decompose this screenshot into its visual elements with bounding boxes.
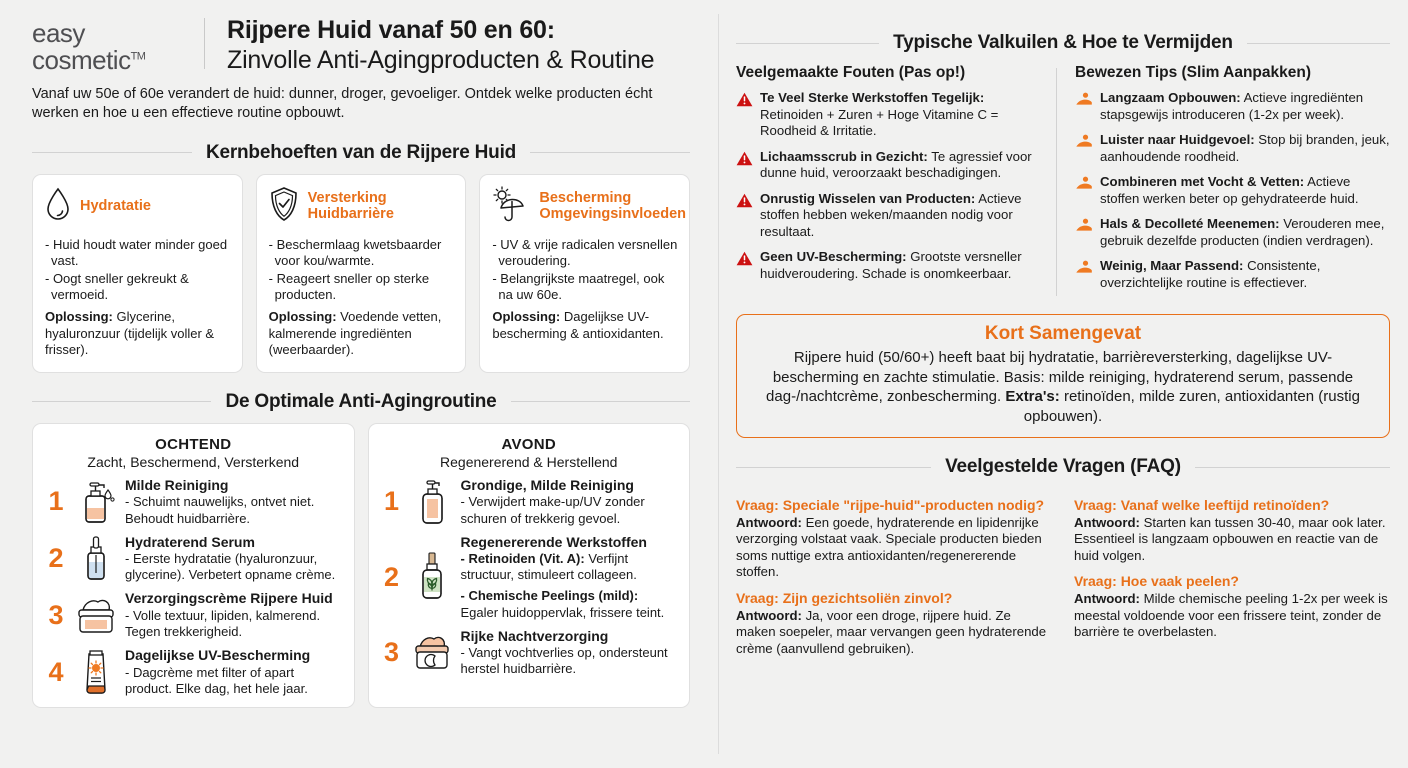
routine-step <box>45 534 342 584</box>
card-title: Hydratatie <box>80 197 151 214</box>
list-item <box>736 90 1040 140</box>
faq-answer-label: Antwoord: <box>736 514 802 530</box>
card-title: Bescherming Omgevingsinvloeden <box>539 189 686 222</box>
brand-line-2 <box>32 44 146 75</box>
step-line-rest: Verfijnt structuur, stimuleert collageen. <box>460 551 637 583</box>
item-rest: Actieve stoffen werken beter op gehydrateerde huid. <box>1100 174 1359 206</box>
routine-section-heading <box>32 391 690 413</box>
faq-section-heading <box>736 456 1390 478</box>
step-title: Grondige, Milde Reiniging <box>460 476 634 493</box>
card-body <box>45 237 231 359</box>
step-description: - Schuimt nauwelijks, ontvet niet. Behoudt huidbarrière. <box>125 494 315 526</box>
need-card-versterking <box>256 174 467 373</box>
summary-extras-label: Extra's: <box>1005 388 1060 405</box>
bullet: - Huid houdt water minder goed vast. <box>45 236 228 269</box>
step-title: Milde Reiniging <box>125 476 229 493</box>
step-description <box>461 551 678 620</box>
step-title: Hydraterend Serum <box>125 533 255 550</box>
rule-left <box>736 467 931 468</box>
faq-question: Vraag: Speciale "rijpe-huid"-producten nodig? <box>736 497 1045 513</box>
item-rest: Consistente, overzichtelijke routine is effectiever. <box>1100 258 1321 290</box>
routine-card-evening <box>368 423 691 708</box>
needs-heading-text: Kernbehoeften van de Rijpere Huid <box>205 141 517 163</box>
item-bold: Weinig, Maar Passend: <box>1100 258 1244 273</box>
faq-answer-label: Antwoord: <box>1074 514 1140 530</box>
step-title: Rijke Nachtverzorging <box>460 627 609 644</box>
bullet: - Oogt sneller gekreukt & vermoeid. <box>45 270 189 303</box>
solution <box>269 309 455 359</box>
mistakes-subheading: Veelgemaakte Fouten (Pas op!) <box>736 64 966 81</box>
routine-step <box>381 534 678 621</box>
serum-dropper-icon <box>73 535 119 583</box>
step-text <box>125 534 342 584</box>
item-rest: Verouderen mee, gebruik dezelfde producten (indien verdragen). <box>1100 216 1385 248</box>
rule-right <box>530 152 690 153</box>
pump-bottle-icon <box>409 478 455 526</box>
morning-subtitle: Zacht, Beschermend, Versterkend <box>87 453 300 470</box>
routine-heading-text: De Optimale Anti-Agingroutine <box>225 390 497 412</box>
list-item <box>1075 216 1390 249</box>
step-text <box>461 534 678 621</box>
step-number: 4 <box>48 656 64 687</box>
need-card-hydratatie <box>32 174 243 373</box>
faq-answer-text: Ja, voor een droge, rijpere huid. Ze maken soepeler, maar vervangen geen hydraterende crème (aanvullend gebruiken). <box>736 607 1047 656</box>
faq-question: Vraag: Vanaf welke leeftijd retinoïden? <box>1074 497 1330 513</box>
rule-right <box>1247 43 1390 44</box>
routine-step <box>45 590 342 640</box>
step-number: 2 <box>48 543 64 574</box>
step-line-bold: - Chemische Peelings (mild): <box>460 588 639 604</box>
brand-trademark: TM <box>130 49 146 62</box>
step-title: Dagelijkse UV-Bescherming <box>125 647 311 664</box>
list-item <box>1075 90 1390 123</box>
item-text <box>1100 258 1390 291</box>
rule-right <box>511 401 690 402</box>
item-bold: Hals & Decolleté Meenemen: <box>1100 216 1280 231</box>
right-column <box>718 0 1408 768</box>
item-text <box>760 191 1040 241</box>
brand-logo <box>32 14 204 74</box>
evening-title: AVOND <box>501 435 557 453</box>
faq-heading-text: Veelgestelde Vragen (FAQ) <box>945 456 1181 477</box>
item-bold: Te Veel Sterke Werkstoffen Tegelijk: <box>760 90 985 105</box>
step-line-rest: Egaler huidoppervlak, frissere teint. <box>460 604 665 620</box>
need-card-bescherming <box>479 174 690 373</box>
card-body <box>269 237 455 359</box>
item-text <box>760 249 1040 282</box>
page-title-line-2: Zinvolle Anti-Agingproducten & Routine <box>227 45 655 74</box>
main-vertical-divider <box>718 14 719 754</box>
step-line <box>461 551 678 583</box>
routine-cards <box>32 423 690 708</box>
header <box>32 14 690 75</box>
card-body <box>492 237 678 343</box>
item-text <box>760 149 1040 182</box>
step-description: - Eerste hydratatie (hyaluronzuur, glycerine). Verbetert opname crème. <box>125 551 336 583</box>
sun-umbrella-icon <box>492 186 530 227</box>
header-titles <box>227 14 654 75</box>
summary-box <box>736 314 1390 438</box>
morning-title: OCHTEND <box>155 435 232 453</box>
solution-text: Voedende vetten, kalmerende ingrediënten (weerbaarder). <box>268 309 442 358</box>
solution-label: Oplossing: <box>45 309 113 325</box>
card-header <box>492 186 686 228</box>
mistakes-column <box>736 64 1056 300</box>
item-bold: Luister naar Huidgevoel: <box>1100 132 1255 147</box>
step-text <box>461 477 678 527</box>
step-number: 2 <box>383 561 400 592</box>
item-bold: Geen UV-Bescherming: <box>760 249 907 264</box>
list-item <box>736 249 1040 282</box>
step-text <box>461 628 678 678</box>
needs-section-heading <box>32 142 690 164</box>
item-bold: Onrustig Wisselen van Producten: <box>760 190 976 206</box>
faq-answer <box>1074 591 1390 641</box>
summary-text <box>753 348 1373 426</box>
faq-answer <box>1074 515 1390 565</box>
faq-answer-label: Antwoord: <box>1074 591 1140 607</box>
faq-answer <box>736 608 1052 658</box>
hand-care-icon <box>1075 174 1093 196</box>
card-title: Versterking Huidbarrière <box>307 189 394 222</box>
bullet: - Belangrijkste maatregel, ook na uw 60e. <box>492 270 665 303</box>
faq-column-left <box>736 488 1052 657</box>
step-text <box>125 647 342 697</box>
solution <box>492 309 678 342</box>
routine-card-morning <box>32 423 355 708</box>
solution-label: Oplossing: <box>492 309 561 325</box>
solution-text: Dagelijkse UV-bescherming & antioxidanten. <box>492 309 664 341</box>
hand-care-icon <box>1075 258 1093 280</box>
step-number: 1 <box>383 486 400 517</box>
item-rest: Actieve ingrediënten stapsgewijs introduceren (1-2x per week). <box>1100 90 1364 122</box>
solution-text: Glycerine, hyaluronzuur (tijdelijk voller & frisser). <box>45 309 215 358</box>
step-description: - Vangt vochtverlies op, ondersteunt herstel huidbarrière. <box>460 645 668 677</box>
pump-bottle-icon <box>73 479 119 525</box>
faq-answer-label: Antwoord: <box>736 607 802 623</box>
routine-step <box>381 628 678 678</box>
hand-care-icon <box>1075 132 1093 154</box>
step-line <box>461 588 678 620</box>
item-bold: Lichaamsscrub in Gezicht: <box>760 148 928 164</box>
routine-step <box>381 477 678 527</box>
hand-care-icon <box>1075 216 1093 238</box>
faq-column-right <box>1074 488 1390 657</box>
routine-step <box>45 647 342 697</box>
tips-column <box>1057 64 1390 300</box>
list-item <box>1075 258 1390 291</box>
faq-grid <box>736 488 1390 657</box>
step-description: - Verwijdert make-up/UV zonder schuren of trekkerig gevoel. <box>460 494 645 526</box>
page-title-line-1: Rijpere Huid vanaf 50 en 60: <box>227 16 555 44</box>
faq-question: Vraag: Hoe vaak peelen? <box>1074 573 1239 590</box>
shield-check-icon <box>269 186 299 227</box>
item-text <box>1100 174 1390 207</box>
step-number: 3 <box>48 599 64 630</box>
item-rest: Te agressief voor dunne huid, veroorzaakt beschadigingen. <box>760 148 1032 180</box>
solution-label: Oplossing: <box>268 309 337 325</box>
faq-answer <box>736 515 1052 581</box>
pitfalls-columns <box>736 64 1390 300</box>
step-description: - Dagcrème met filter of apart product. Elke dag, het hele jaar. <box>125 664 308 696</box>
cream-jar-icon <box>73 595 119 635</box>
item-rest: Retinoiden + Zuren + Hoge Vitamine C = Roodheid & Irritatie. <box>760 106 999 138</box>
card-header <box>269 186 455 228</box>
rule-left <box>32 401 211 402</box>
botanical-serum-icon <box>409 551 455 603</box>
rule-left <box>736 43 879 44</box>
needs-cards <box>32 174 690 373</box>
list-item <box>736 191 1040 241</box>
faq-answer-text: Een goede, hydraterende en lipidenrijke verzorging volstaat vaak. Speciale producten bieden soms nuttige extra antioxidanten/regenererende stoffen. <box>736 514 1042 580</box>
card-header <box>45 186 231 228</box>
item-rest: Actieve stoffen hebben weken/maanden nodig voor resultaat. <box>760 190 1022 239</box>
routine-step <box>45 477 342 527</box>
warning-triangle-icon <box>736 249 753 271</box>
summary-part-1: Rijpere huid (50/60+) heeft baat bij hydratatie, barrièreversterking, dagelijkse UV-bescherming en zachte stimulatie. Basis: milde reiniging, hydraterend serum, passende dag-/nachtcrème, zonbescherming. <box>766 349 1354 405</box>
night-cream-jar-icon <box>409 631 455 673</box>
step-line-bold: - Retinoiden (Vit. A): <box>460 551 585 567</box>
tips-subheading: Bewezen Tips (Slim Aanpakken) <box>1075 64 1312 81</box>
step-description: - Volle textuur, lipiden, kalmerend. Tegen trekkerigheid. <box>125 607 321 640</box>
list-item <box>736 149 1040 182</box>
hand-care-icon <box>1075 90 1093 112</box>
item-text <box>760 90 1040 140</box>
water-drop-icon <box>45 187 71 226</box>
item-text <box>1100 216 1390 249</box>
warning-triangle-icon <box>736 90 753 112</box>
item-bold: Combineren met Vocht & Vetten: <box>1100 174 1305 189</box>
faq-question: Vraag: Zijn gezichtsoliën zinvol? <box>736 589 953 606</box>
step-title: Verzorgingscrème Rijpere Huid <box>125 590 333 607</box>
rule-right <box>1195 467 1390 468</box>
sunscreen-tube-icon <box>73 648 119 696</box>
item-rest: Grootste versneller huidveroudering. Schade is onomkeerbaar. <box>760 249 1022 281</box>
warning-triangle-icon <box>736 149 753 171</box>
item-text <box>1100 90 1390 123</box>
solution <box>45 309 231 359</box>
bullet: - UV & vrije radicalen versnellen veroudering. <box>492 236 678 269</box>
list-item <box>1075 174 1390 207</box>
faq-answer-text: Milde chemische peeling 1-2x per week is meestal voldoende voor een frissere teint, zonder de barrière te overbelasten. <box>1074 591 1388 640</box>
bullet: - Reageert sneller op sterke producten. <box>268 270 430 303</box>
step-number: 3 <box>383 636 400 667</box>
item-text <box>1100 132 1390 165</box>
intro-paragraph: Vanaf uw 50e of 60e verandert de huid: dunner, droger, gevoeliger. Ontdek welke producten écht werken en hoe u een effectieve routine opbouwt. <box>32 86 653 122</box>
pitfalls-section-heading <box>736 32 1390 54</box>
item-rest: Stop bij branden, jeuk, aanhoudende roodheid. <box>1100 132 1390 164</box>
step-text <box>125 590 342 640</box>
summary-title: Kort Samengevat <box>984 323 1142 344</box>
faq-answer-text: Starten kan tussen 30-40, maar ook later. Essentieel is langzaam opbouwen en reactie van de huid volgen. <box>1074 514 1386 563</box>
evening-subtitle: Regenererend & Herstellend <box>440 453 618 470</box>
pitfalls-heading-text: Typische Valkuilen & Hoe te Vermijden <box>893 32 1233 53</box>
step-number: 1 <box>48 486 64 517</box>
bullet: - Beschermlaag kwetsbaarder voor kou/warmte. <box>268 236 442 269</box>
header-divider <box>204 18 205 69</box>
rule-left <box>32 152 192 153</box>
summary-part-2: retinoïden, milde zuren, antioxidanten (rustig opbouwen). <box>1023 388 1360 425</box>
item-bold: Langzaam Opbouwen: <box>1100 90 1241 105</box>
brand-line-2-text: cosmetic <box>32 44 131 75</box>
brand-line-1: easy <box>32 18 85 48</box>
step-title: Regenererende Werkstoffen <box>460 533 647 550</box>
list-item <box>1075 132 1390 165</box>
step-text <box>125 477 342 527</box>
warning-triangle-icon <box>736 191 753 213</box>
